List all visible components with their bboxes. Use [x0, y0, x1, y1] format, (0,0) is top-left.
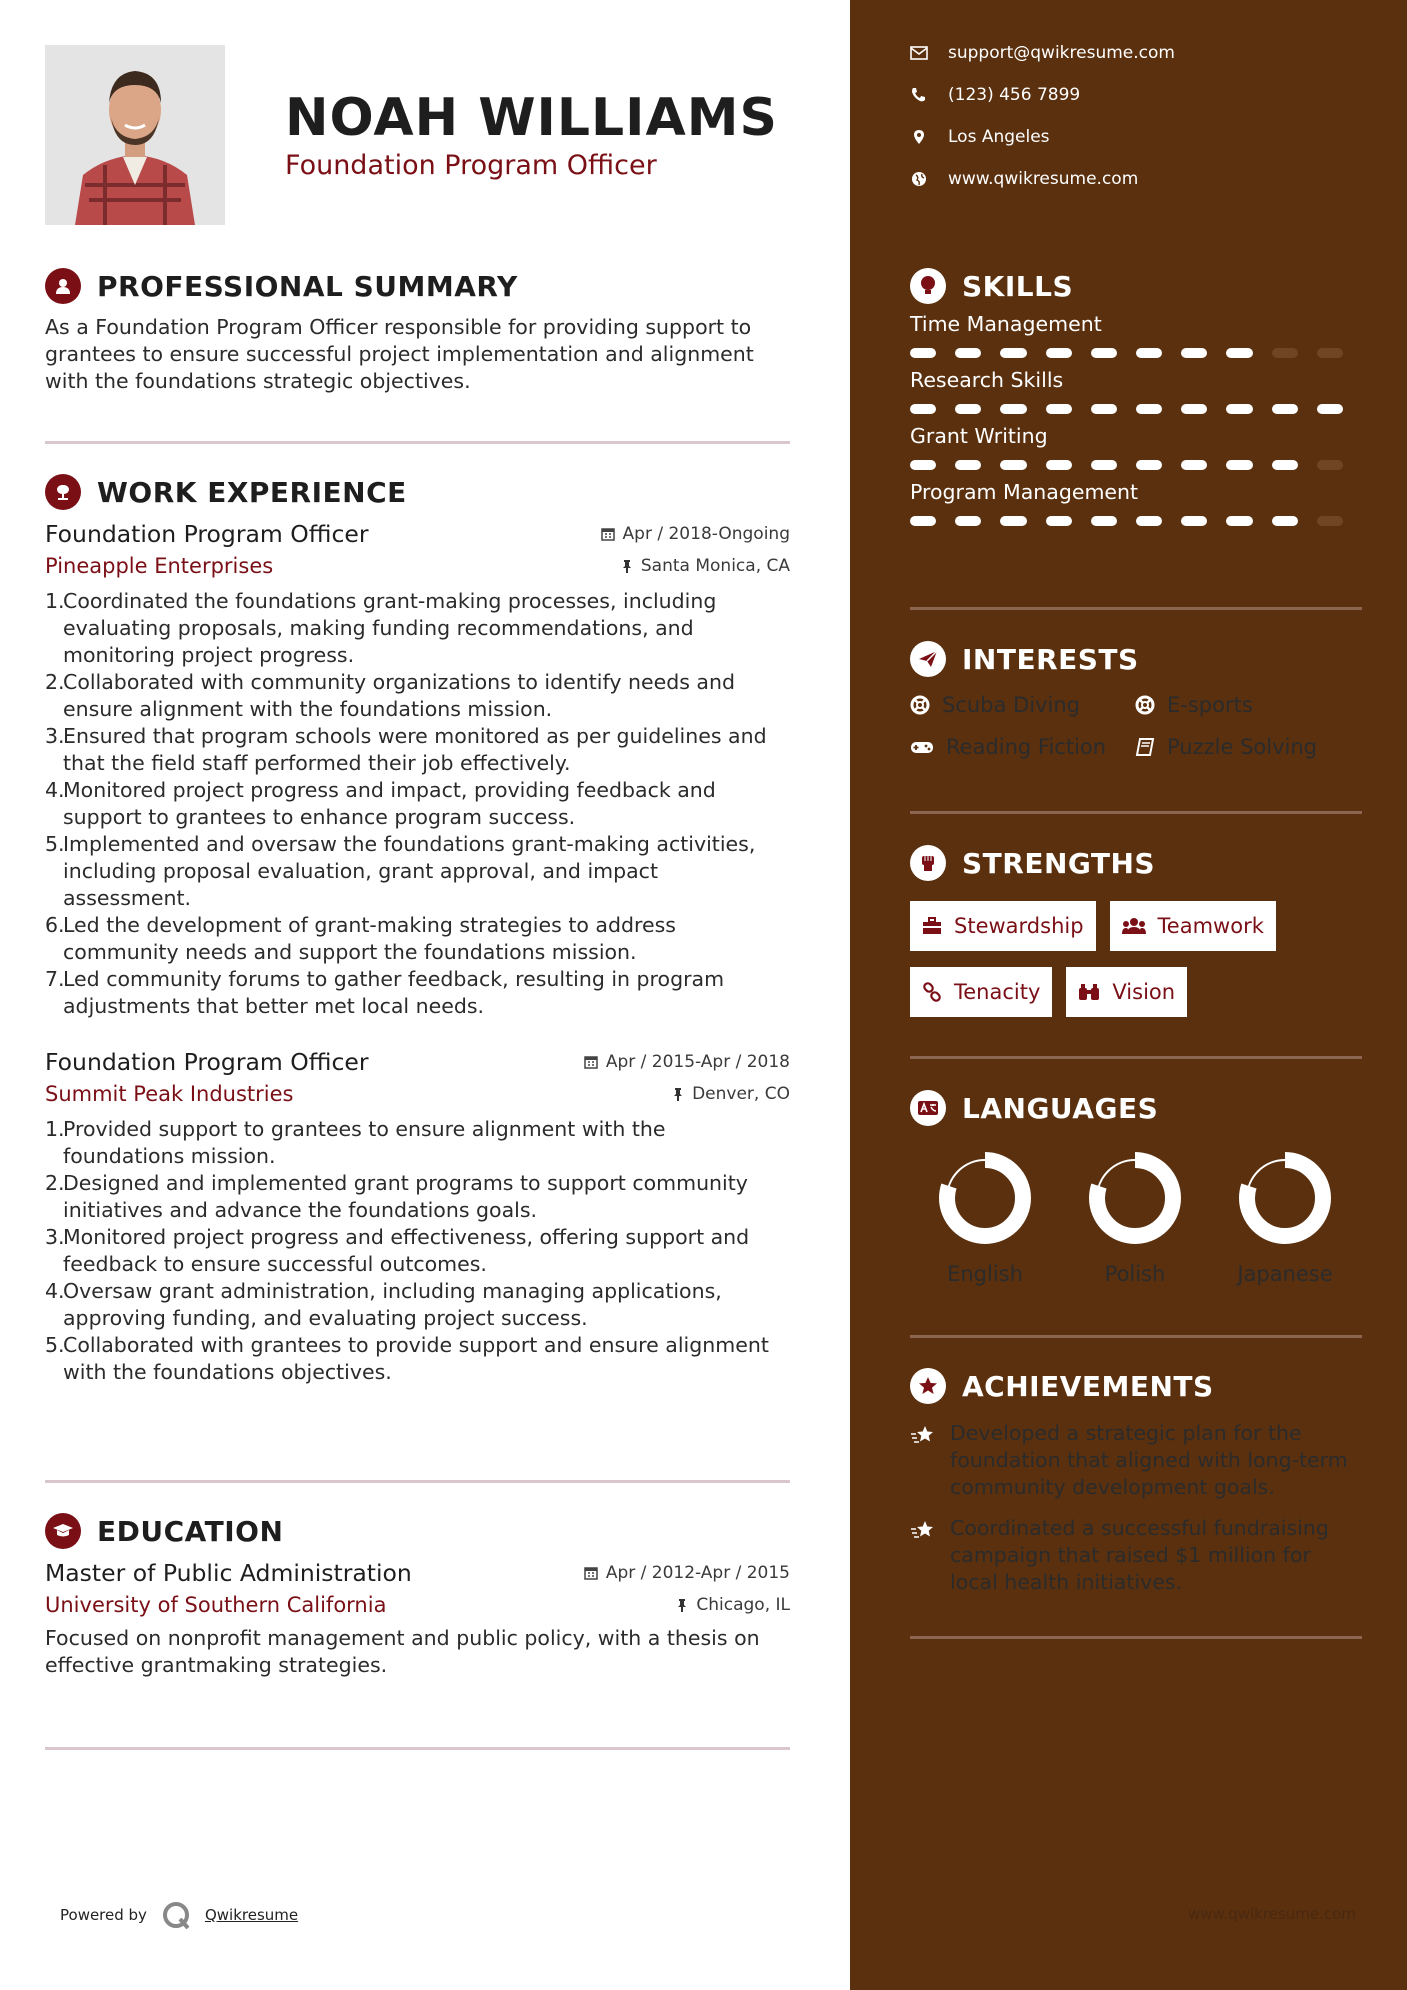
languages-list: [910, 1150, 1362, 1286]
skill-level-segment: [1136, 516, 1162, 526]
list-item: 4. Oversaw grant administration, including managing applications, approving funding, and evaluating project success.: [45, 1279, 722, 1330]
skills-heading: SKILLS: [962, 269, 1074, 303]
phone-icon: [910, 87, 928, 103]
calendar-icon: [584, 1566, 598, 1580]
skill-level-segment: [910, 516, 936, 526]
education-heading: EDUCATION: [97, 1514, 284, 1548]
skill-level-segment: [1181, 516, 1207, 526]
language-name: Polish: [1104, 1262, 1166, 1286]
job-company: Summit Peak Industries: [45, 1082, 294, 1106]
interests-list: [910, 693, 1362, 759]
skill-level-segment: [955, 516, 981, 526]
list-item: 6. Led the development of grant-making strategies to address community needs and support the foundations mission.: [45, 913, 676, 964]
language-icon: [910, 1090, 946, 1126]
skill-level-segment: [1181, 404, 1207, 414]
skill-level-segment: [1181, 460, 1207, 470]
language-item: [1210, 1150, 1360, 1286]
interests-heading: INTERESTS: [962, 642, 1139, 676]
job-bullets: [45, 1116, 790, 1386]
language-ring: [937, 1150, 1033, 1246]
interest-item: [910, 735, 1135, 759]
list-item: 5. Collaborated with grantees to provide support and ensure alignment with the foundations objectives.: [45, 1333, 769, 1384]
skill-level-segment: [1000, 460, 1026, 470]
job-location-text: Santa Monica, CA: [640, 556, 790, 576]
strength-badge: [1110, 901, 1276, 951]
education-text: Focused on nonprofit management and public policy, with a thesis on effective grantmaking strategies.: [45, 1626, 760, 1677]
skill-level-segment: [1181, 348, 1207, 358]
skill-level-segment: [1000, 404, 1026, 414]
list-item: 3. Monitored project progress and effectiveness, offering support and feedback to ensure successful outcomes.: [45, 1225, 750, 1276]
pin-icon: [672, 1087, 684, 1101]
job-dates-text: Apr / 2015-Apr / 2018: [605, 1052, 790, 1072]
calendar-icon: [584, 1055, 598, 1069]
skill-level-segment: [1317, 460, 1343, 470]
pin-icon: [676, 1598, 688, 1612]
job-role: Foundation Program Officer: [45, 1048, 369, 1076]
job-bullets: [45, 588, 790, 1020]
map-marker-icon: [910, 129, 928, 145]
location-text: Los Angeles: [948, 127, 1050, 147]
shooting-star-icon: [910, 1424, 936, 1446]
job-dates: [601, 524, 790, 544]
skill-level-segment: [955, 348, 981, 358]
education-location-text: Chicago, IL: [696, 1595, 790, 1615]
skill-level-segment: [1317, 404, 1343, 414]
job-entry: [45, 520, 790, 1020]
skill-level-segment: [910, 348, 936, 358]
interest-label: Reading Fiction: [946, 735, 1107, 759]
strengths-section: [910, 843, 1362, 1033]
list-item: 4. Monitored project progress and impact, providing feedback and support to grantees to enhance program success.: [45, 778, 716, 829]
website-text: www.qwikresume.com: [948, 169, 1139, 189]
skill-level-segment: [1046, 516, 1072, 526]
list-item: 5. Implemented and oversaw the foundations grant-making activities, including proposal evaluation, grant approval, and impact assessment.: [45, 832, 756, 910]
powered-by-label: Powered by: [60, 1906, 147, 1924]
education-section: [45, 1511, 790, 1679]
fist-icon: [910, 845, 946, 881]
link-icon: [922, 982, 942, 1002]
candidate-title: Foundation Program Officer: [285, 150, 657, 181]
skill-level-segment: [1091, 460, 1117, 470]
skill-level-segment: [1272, 460, 1298, 470]
interest-label: E-sports: [1167, 693, 1253, 717]
skill-level-segment: [1000, 348, 1026, 358]
job-location: [621, 556, 790, 576]
interest-label: Puzzle Solving: [1167, 735, 1317, 759]
job-location-text: Denver, CO: [692, 1084, 790, 1104]
job-company: Pineapple Enterprises: [45, 554, 274, 578]
skill-level-segment: [1317, 348, 1343, 358]
language-name: Japanese: [1237, 1262, 1333, 1286]
strength-label: Tenacity: [954, 980, 1041, 1004]
strength-badge: [1066, 967, 1187, 1017]
envelope-icon: [910, 46, 928, 60]
strength-label: Stewardship: [954, 914, 1084, 938]
strength-badge: [910, 967, 1052, 1017]
skill-level-segment: [1091, 404, 1117, 414]
skill-level: [910, 460, 1362, 470]
interests-section: [910, 639, 1362, 759]
job-location: [672, 1084, 790, 1104]
list-item: 3. Ensured that program schools were monitored as per guidelines and that the field staff performed their job effectively.: [45, 724, 767, 775]
profile-photo: [45, 45, 225, 225]
skill-level-segment: [1226, 516, 1252, 526]
education-location: [676, 1595, 790, 1615]
candidate-name: NOAH WILLIAMS: [285, 88, 778, 148]
achievements-heading: ACHIEVEMENTS: [962, 1369, 1214, 1403]
divider: [910, 607, 1362, 610]
skill-level-segment: [1000, 516, 1026, 526]
experience-section: [45, 472, 790, 1386]
achievement-item: [910, 1420, 1362, 1501]
pin-icon: [621, 559, 633, 573]
experience-heading: WORK EXPERIENCE: [97, 475, 407, 509]
powered-by: [60, 1900, 298, 1930]
contact-phone[interactable]: [910, 85, 1080, 105]
skill-level-segment: [1272, 348, 1298, 358]
contact-location: [910, 127, 1050, 147]
skill-level-segment: [1226, 404, 1252, 414]
strength-badge: [910, 901, 1096, 951]
skill-level-segment: [1091, 348, 1117, 358]
briefcase-icon: [45, 474, 81, 510]
email-text: support@qwikresume.com: [948, 43, 1175, 63]
briefcase-icon: [922, 917, 942, 935]
qwikresume-logo-icon: [161, 1900, 191, 1930]
lifebuoy-icon: [1135, 695, 1155, 715]
job-dates-text: Apr / 2018-Ongoing: [622, 524, 790, 544]
divider: [45, 441, 790, 444]
skill-level-segment: [1272, 516, 1298, 526]
skill-level-segment: [1136, 404, 1162, 414]
summary-section: [45, 266, 790, 395]
interest-item: [1135, 693, 1360, 717]
graduation-cap-icon: [45, 1513, 81, 1549]
skill-level: [910, 404, 1362, 414]
school: University of Southern California: [45, 1593, 387, 1617]
skill-level-segment: [1091, 516, 1117, 526]
globe-icon: [910, 171, 928, 187]
lightbulb-icon: [910, 268, 946, 304]
paper-plane-icon: [910, 641, 946, 677]
achievement-text: Coordinated a successful fundraising campaign that raised $1 million for local health initiatives.: [950, 1516, 1329, 1594]
language-item: [910, 1150, 1060, 1286]
shooting-star-icon: [910, 1519, 936, 1541]
gamepad-icon: [910, 739, 934, 755]
phone-text: (123) 456 7899: [948, 85, 1081, 105]
skill-level: [910, 348, 1362, 358]
contact-website[interactable]: [910, 169, 1138, 189]
skill-name: Program Management: [910, 480, 1139, 504]
skill-level: [910, 516, 1362, 526]
skill-level-segment: [910, 460, 936, 470]
calendar-icon: [601, 527, 615, 541]
skill-level-segment: [1272, 404, 1298, 414]
language-ring: [1237, 1150, 1333, 1246]
list-item: 1. Coordinated the foundations grant-making processes, including evaluating proposals, making funding recommendations, and monitoring project progress.: [45, 589, 717, 667]
summary-heading: PROFESSIONAL SUMMARY: [97, 269, 518, 303]
job-dates: [584, 1052, 790, 1072]
skill-level-segment: [1046, 460, 1072, 470]
skills-section: [910, 266, 1362, 536]
languages-section: [910, 1088, 1362, 1286]
binoculars-icon: [1078, 983, 1100, 1001]
divider: [45, 1480, 790, 1483]
divider: [910, 1335, 1362, 1338]
strengths-list: [910, 901, 1350, 1033]
divider: [910, 811, 1362, 814]
skill-level-segment: [910, 404, 936, 414]
skill-level-segment: [1046, 348, 1072, 358]
education-dates: [584, 1563, 790, 1583]
job-entry: [45, 1048, 790, 1386]
list-item: 2. Designed and implemented grant programs to support community initiatives and advance the foundations goals.: [45, 1171, 748, 1222]
skills-list: [910, 312, 1362, 526]
skill-level-segment: [1136, 460, 1162, 470]
language-ring: [1087, 1150, 1183, 1246]
degree: Master of Public Administration: [45, 1559, 412, 1587]
skill-level-segment: [955, 460, 981, 470]
skill-level-segment: [1226, 348, 1252, 358]
skill-level-segment: [955, 404, 981, 414]
skill-name: Grant Writing: [910, 424, 1048, 448]
list-item: 2. Collaborated with community organizations to identify needs and ensure alignment with the foundations mission.: [45, 670, 735, 721]
achievement-text: Developed a strategic plan for the foundation that aligned with long-term community development goals.: [950, 1421, 1348, 1499]
skill-level-segment: [1046, 404, 1072, 414]
summary-text: As a Foundation Program Officer responsible for providing support to grantees to ensure successful project implementation and alignment with the foundations strategic objectives.: [45, 315, 754, 393]
job-role: Foundation Program Officer: [45, 520, 369, 548]
divider: [910, 1056, 1362, 1059]
users-icon: [1122, 917, 1146, 935]
strength-label: Teamwork: [1157, 914, 1264, 938]
user-icon: [45, 268, 81, 304]
list-item: 7. Led community forums to gather feedback, resulting in program adjustments that better met local needs.: [45, 967, 725, 1018]
contact-email[interactable]: [910, 43, 1175, 63]
divider: [910, 1636, 1362, 1639]
award-icon: [910, 1368, 946, 1404]
avatar: [45, 45, 225, 225]
languages-heading: LANGUAGES: [962, 1091, 1159, 1125]
skill-level-segment: [1317, 516, 1343, 526]
education-dates-text: Apr / 2012-Apr / 2015: [605, 1563, 790, 1583]
skill-level-segment: [1136, 348, 1162, 358]
footer-url: www.qwikresume.com: [1188, 1905, 1356, 1923]
language-item: [1060, 1150, 1210, 1286]
divider: [45, 1747, 790, 1750]
language-name: English: [947, 1262, 1023, 1286]
interest-label: Scuba Diving: [942, 693, 1080, 717]
achievements-section: [910, 1366, 1362, 1596]
skill-name: Time Management: [910, 312, 1102, 336]
skill-level-segment: [1226, 460, 1252, 470]
interest-item: [1135, 735, 1360, 759]
lifebuoy-icon: [910, 695, 930, 715]
achievement-item: [910, 1515, 1362, 1596]
strength-label: Vision: [1112, 980, 1176, 1004]
skill-name: Research Skills: [910, 368, 1064, 392]
book-icon: [1135, 737, 1155, 757]
list-item: 1. Provided support to grantees to ensure alignment with the foundations mission.: [45, 1117, 666, 1168]
interest-item: [910, 693, 1135, 717]
brand-link[interactable]: Qwikresume: [204, 1906, 299, 1924]
strengths-heading: STRENGTHS: [962, 846, 1156, 880]
